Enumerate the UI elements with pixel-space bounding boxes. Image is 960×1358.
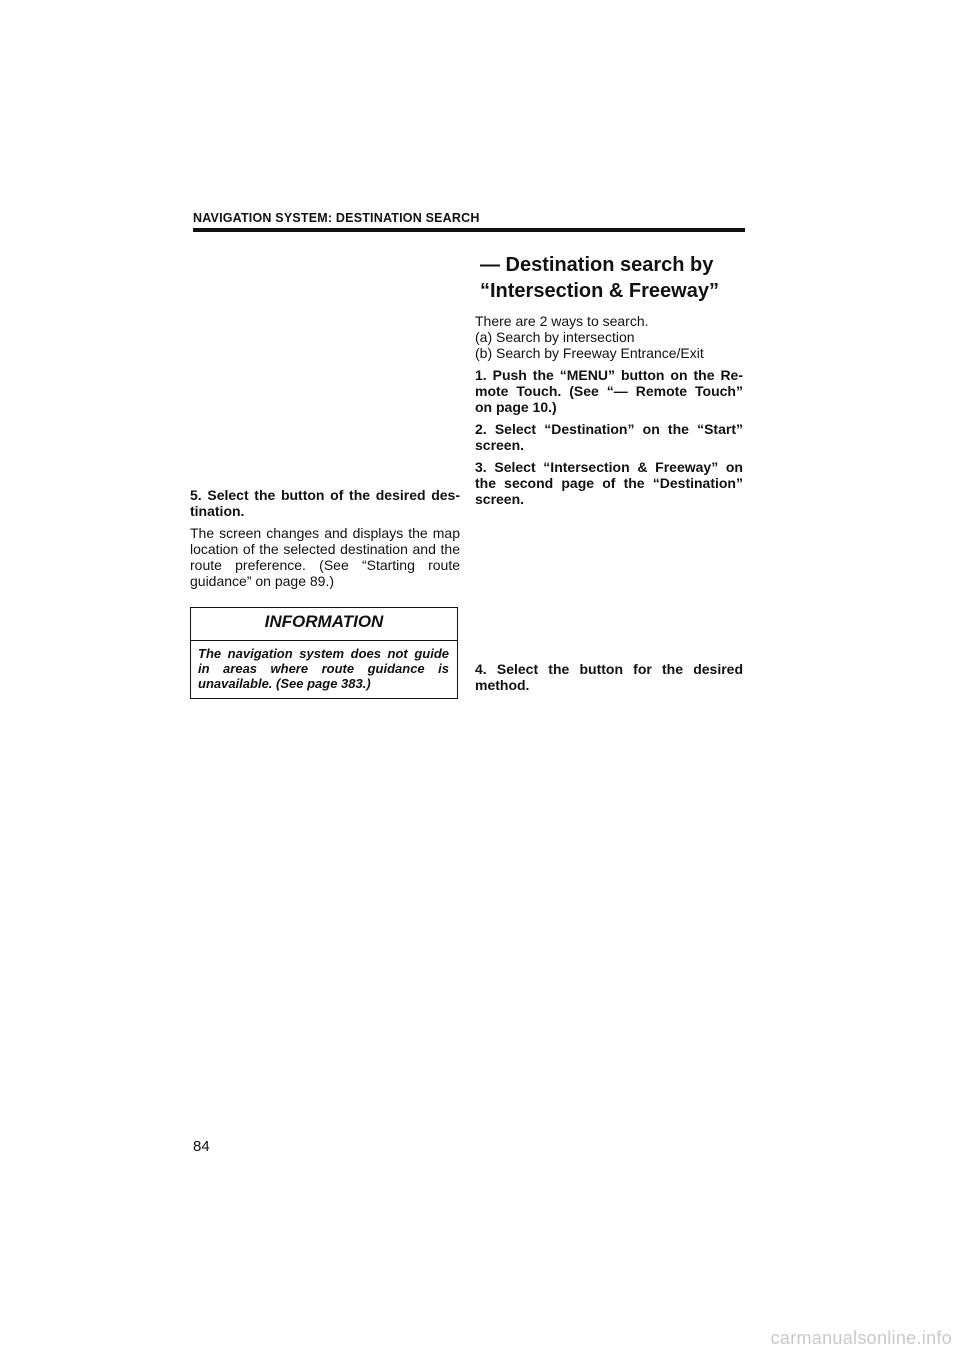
- step-3: 3. Select “Intersection & Freeway” on the second page of the “Destination” screen.: [475, 459, 743, 507]
- step-5-description: The screen changes and displays the map location of the selected destination and the route preference. (See “Starting route guidance” on page 89.): [190, 525, 460, 589]
- section-title-line-1: — Destination search by: [480, 254, 714, 276]
- section-title-line-2: “Intersection & Freeway”: [480, 280, 719, 302]
- step-4: 4. Select the button for the desired method.: [475, 661, 743, 693]
- information-text: The navigation system does not guide in areas where route guidance is unavailable. (See page 383.): [198, 646, 449, 691]
- way-b: (b) Search by Freeway Entrance/Exit: [475, 345, 704, 361]
- page-header: NAVIGATION SYSTEM: DESTINATION SEARCH: [193, 211, 480, 225]
- information-box: [190, 607, 458, 699]
- information-title: INFORMATION: [191, 608, 457, 641]
- header-rule: [193, 228, 745, 232]
- search-ways: [475, 313, 743, 361]
- step-1: 1. Push the “MENU” button on the Re- mote Touch. (See “— Remote Touch” on page 10.): [475, 367, 743, 415]
- way-a: (a) Search by intersection: [475, 329, 635, 345]
- intro-text: There are 2 ways to search.: [475, 313, 649, 329]
- watermark: carmanualsonline.info: [770, 1328, 952, 1348]
- section-title: [480, 252, 743, 304]
- left-column: [190, 487, 460, 699]
- step-2: 2. Select “Destination” on the “Start” screen.: [475, 421, 743, 453]
- screenshot-placeholder: [475, 513, 743, 661]
- page-number: 84: [193, 1138, 210, 1155]
- right-column: [475, 252, 743, 699]
- step-5: 5. Select the button of the desired des- tination.: [190, 487, 460, 519]
